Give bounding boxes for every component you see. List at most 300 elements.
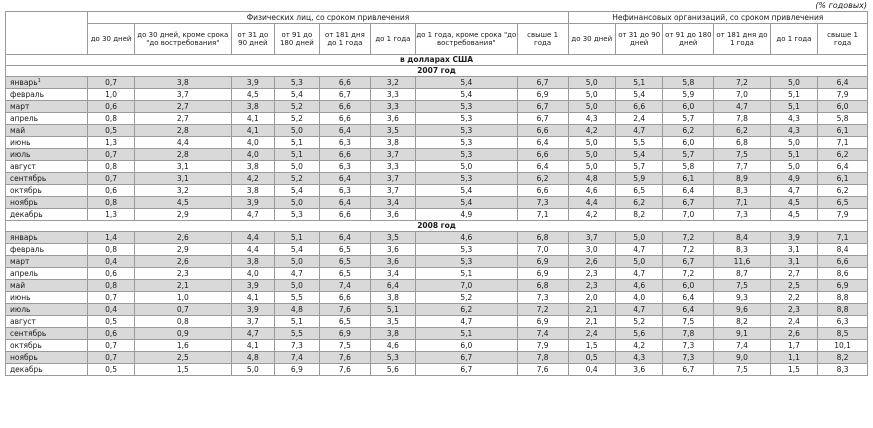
rate-cell: 8,5 [818,328,868,340]
rate-cell: 3,3 [370,89,415,101]
rate-cell: 6,4 [663,185,714,197]
rate-cell: 1,0 [88,89,134,101]
rate-cell: 6,4 [517,137,568,149]
rate-cell: 0,9 [134,328,231,340]
rate-cell: 5,2 [274,113,319,125]
rate-cell: 4,6 [415,232,517,244]
rate-cell: 5,0 [274,197,319,209]
rate-cell: 3,1 [134,173,231,185]
rate-cell: 0,7 [88,292,134,304]
rate-cell: 2,5 [134,352,231,364]
table-row [6,364,868,376]
rate-cell: 2,3 [770,304,817,316]
column-header: до 30 дней [568,24,615,55]
table-row [6,149,868,161]
rate-cell: 11,6 [714,256,770,268]
rate-cell: 4,4 [231,232,274,244]
table-row [6,244,868,256]
month-label: ноябрь [10,352,38,362]
rate-cell: 5,7 [663,113,714,125]
rate-cell: 5,7 [615,161,662,173]
rate-cell: 5,1 [615,77,662,89]
rate-cell: 6,4 [663,304,714,316]
rate-cell: 6,2 [818,185,868,197]
rate-cell: 3,3 [370,161,415,173]
rate-cell: 4,7 [415,316,517,328]
month-cell [6,328,88,340]
rate-cell: 5,0 [568,137,615,149]
month-cell [6,209,88,221]
rate-cell: 7,2 [517,304,568,316]
rate-cell: 6,3 [319,161,370,173]
rate-cell: 4,2 [568,125,615,137]
rate-cell: 0,6 [88,268,134,280]
rate-cell: 1,5 [770,364,817,376]
rate-cell: 6,9 [274,364,319,376]
table-row [6,125,868,137]
rate-cell: 3,0 [568,244,615,256]
rate-cell: 2,2 [770,292,817,304]
rate-cell: 6,7 [319,89,370,101]
rate-cell: 6,7 [663,364,714,376]
rate-cell: 5,6 [615,328,662,340]
rate-cell: 2,9 [134,209,231,221]
column-header: до 1 года, кроме срока "до востребования" [415,24,517,55]
orgs-group-header: Нефинансовых организаций, со сроком привлечения [568,12,867,24]
rate-cell: 5,3 [370,352,415,364]
rate-cell: 6,6 [517,185,568,197]
column-header: свыше 1 года [818,24,868,55]
rate-cell: 5,0 [231,364,274,376]
month-label: октябрь [10,185,42,195]
rate-cell: 2,6 [568,256,615,268]
rate-cell: 3,6 [370,256,415,268]
rate-cell: 3,9 [231,77,274,89]
rate-cell: 2,4 [615,113,662,125]
rate-cell: 6,2 [415,304,517,316]
month-cell [6,268,88,280]
rate-cell: 4,1 [231,113,274,125]
rate-cell: 6,2 [517,173,568,185]
rate-cell: 3,8 [370,292,415,304]
rate-cell: 2,8 [134,149,231,161]
rate-cell: 6,7 [415,364,517,376]
rate-cell: 4,8 [568,173,615,185]
rate-cell: 6,7 [517,77,568,89]
rate-cell: 5,2 [274,173,319,185]
rate-cell: 6,4 [319,232,370,244]
rate-cell: 3,6 [615,364,662,376]
month-label: июнь [10,292,31,302]
rate-cell: 5,2 [615,316,662,328]
month-cell [6,113,88,125]
rate-cell: 5,3 [415,244,517,256]
rate-cell: 7,4 [274,352,319,364]
rate-cell: 6,0 [663,280,714,292]
rate-cell: 5,1 [274,232,319,244]
rate-cell: 2,7 [134,101,231,113]
column-header: от 91 до 180 дней [274,24,319,55]
rate-cell: 4,7 [231,328,274,340]
rate-cell: 6,8 [714,137,770,149]
rate-cell: 8,2 [615,209,662,221]
month-cell [6,89,88,101]
rate-cell: 3,8 [231,256,274,268]
rate-cell: 3,5 [370,316,415,328]
rate-cell: 7,4 [714,340,770,352]
rate-cell: 6,8 [517,232,568,244]
rate-cell: 6,9 [517,268,568,280]
column-header: от 31 до 90 дней [615,24,662,55]
rate-cell: 9,1 [714,328,770,340]
column-header: от 31 до 90 дней [231,24,274,55]
rate-cell: 7,3 [517,292,568,304]
rate-cell: 6,2 [615,197,662,209]
table-row [6,113,868,125]
deposit-rates-table [5,11,868,376]
rate-cell: 7,3 [274,340,319,352]
month-label: апрель [10,268,39,278]
rate-cell: 5,0 [615,256,662,268]
rate-cell: 5,4 [274,185,319,197]
rate-cell: 7,4 [319,280,370,292]
rate-cell: 6,6 [319,77,370,89]
rate-cell: 7,2 [663,268,714,280]
column-header: от 181 дня до 1 года [319,24,370,55]
rate-cell: 3,9 [231,304,274,316]
units-note: (% годовых) [815,1,867,10]
month-label: август [10,161,36,171]
rate-cell: 3,6 [370,113,415,125]
rate-cell: 6,8 [517,280,568,292]
rate-cell: 5,1 [415,268,517,280]
rate-cell: 6,0 [663,137,714,149]
rate-cell: 5,3 [274,77,319,89]
rate-cell: 3,5 [370,125,415,137]
rate-cell: 4,2 [231,173,274,185]
rate-cell: 2,4 [568,328,615,340]
month-cell [6,149,88,161]
rate-cell: 7,3 [663,340,714,352]
rate-cell: 6,3 [319,137,370,149]
table-row [6,89,868,101]
rate-cell: 6,5 [319,256,370,268]
rate-cell: 7,6 [319,304,370,316]
rate-cell: 2,3 [568,268,615,280]
month-cell [6,292,88,304]
rate-cell: 2,5 [770,280,817,292]
rate-cell: 6,2 [663,125,714,137]
rate-cell: 5,1 [770,101,817,113]
rate-cell: 5,5 [274,292,319,304]
rate-cell: 6,9 [517,256,568,268]
month-label: сентябрь [10,173,47,183]
rate-cell: 4,2 [615,340,662,352]
rate-cell: 7,2 [714,77,770,89]
rate-cell: 0,5 [88,364,134,376]
currency-section-header: в долларах США [6,55,868,66]
rate-cell: 6,2 [714,125,770,137]
rate-cell: 6,5 [818,197,868,209]
rate-cell: 8,4 [714,232,770,244]
rate-cell: 0,7 [88,352,134,364]
rate-cell: 6,6 [319,113,370,125]
month-label: февраль [10,244,45,254]
rate-cell: 1,3 [88,209,134,221]
rate-cell: 5,3 [415,125,517,137]
rate-cell: 4,1 [231,292,274,304]
rate-cell: 5,0 [568,101,615,113]
rate-cell: 5,3 [274,209,319,221]
rate-cell: 1,3 [88,137,134,149]
rate-cell: 0,5 [88,125,134,137]
rate-cell: 0,4 [88,304,134,316]
rate-cell: 4,4 [134,137,231,149]
table-row [6,328,868,340]
rate-cell: 6,4 [517,161,568,173]
rate-cell: 3,8 [231,161,274,173]
rate-cell: 5,4 [274,244,319,256]
rate-cell: 9,0 [714,352,770,364]
rate-cell: 5,1 [770,149,817,161]
month-cell [6,364,88,376]
month-cell [6,232,88,244]
rate-cell: 5,0 [274,280,319,292]
rate-cell: 4,5 [770,197,817,209]
rate-cell: 6,6 [517,149,568,161]
rate-cell: 7,1 [517,209,568,221]
month-cell [6,101,88,113]
rate-cell: 3,8 [231,101,274,113]
rate-cell: 6,5 [319,268,370,280]
rate-cell: 7,6 [517,364,568,376]
rate-cell: 4,1 [231,340,274,352]
rate-cell: 5,3 [415,137,517,149]
rate-cell: 6,2 [818,149,868,161]
rate-cell: 8,4 [818,244,868,256]
month-cell [6,137,88,149]
rate-cell: 4,8 [231,352,274,364]
rate-cell: 2,3 [568,280,615,292]
rate-cell: 6,4 [319,125,370,137]
rate-cell: 2,1 [568,316,615,328]
rate-cell: 6,0 [415,340,517,352]
rate-cell: 6,5 [615,185,662,197]
table-row [6,77,868,89]
rate-cell: 6,5 [319,316,370,328]
rate-cell: 3,1 [770,256,817,268]
rate-cell: 8,9 [714,173,770,185]
rate-cell: 5,1 [370,304,415,316]
column-header: до 30 дней, кроме срока "до востребования" [134,24,231,55]
rate-cell: 4,6 [370,340,415,352]
rate-cell: 7,5 [714,280,770,292]
rate-cell: 2,7 [134,113,231,125]
rate-cell: 2,3 [134,268,231,280]
rate-cell: 6,6 [818,256,868,268]
month-label: декабрь [10,209,43,219]
rate-cell: 6,1 [818,173,868,185]
rate-cell: 8,3 [714,185,770,197]
rate-cell: 4,9 [415,209,517,221]
rate-cell: 3,7 [370,149,415,161]
rate-cell: 1,5 [568,340,615,352]
rate-cell: 0,7 [88,149,134,161]
rate-cell: 6,9 [517,316,568,328]
rate-cell: 4,7 [615,304,662,316]
month-label: январь [10,232,38,242]
table-row [6,173,868,185]
month-cell [6,352,88,364]
rate-cell: 4,7 [615,268,662,280]
month-label: январь [10,77,38,87]
rate-cell: 0,6 [88,328,134,340]
rate-cell: 7,1 [818,137,868,149]
month-label: июнь [10,137,31,147]
month-label: апрель [10,113,39,123]
table-row [6,280,868,292]
rate-cell: 3,6 [370,209,415,221]
table-row [6,268,868,280]
table-row [6,197,868,209]
rate-cell: 8,2 [818,352,868,364]
month-cell [6,161,88,173]
rate-cell: 4,5 [231,89,274,101]
month-cell [6,256,88,268]
rate-cell: 5,2 [415,292,517,304]
rate-cell: 3,3 [370,101,415,113]
rate-cell: 3,6 [370,244,415,256]
rate-cell: 3,8 [231,185,274,197]
rate-cell: 5,2 [274,101,319,113]
table-row [6,316,868,328]
rate-cell: 4,0 [231,149,274,161]
rate-cell: 7,8 [714,113,770,125]
rate-cell: 3,7 [370,185,415,197]
rate-cell: 4,4 [568,197,615,209]
rate-cell: 0,7 [88,77,134,89]
rate-cell: 0,8 [88,280,134,292]
rate-cell: 6,9 [818,280,868,292]
rate-cell: 4,6 [568,185,615,197]
rate-cell: 8,8 [818,304,868,316]
rate-cell: 7,4 [517,328,568,340]
rate-cell: 4,0 [231,137,274,149]
table-row [6,161,868,173]
rate-cell: 7,3 [714,209,770,221]
rate-cell: 5,8 [818,113,868,125]
month-label: август [10,316,36,326]
rate-cell: 3,8 [370,137,415,149]
rate-cell: 4,7 [231,209,274,221]
month-label: сентябрь [10,328,47,338]
month-label: ноябрь [10,197,38,207]
rate-cell: 6,4 [663,292,714,304]
rate-cell: 4,7 [615,125,662,137]
rate-cell: 4,9 [770,173,817,185]
rate-cell: 3,8 [134,77,231,89]
rate-cell: 6,9 [319,328,370,340]
rate-cell: 4,7 [714,101,770,113]
rate-cell: 6,6 [319,101,370,113]
rate-cell: 7,5 [319,340,370,352]
rate-cell: 3,5 [370,232,415,244]
rate-cell: 0,8 [134,316,231,328]
table-row [6,185,868,197]
rate-cell: 9,3 [714,292,770,304]
rate-cell: 2,6 [134,256,231,268]
rate-cell: 0,5 [568,352,615,364]
column-header: свыше 1 года [517,24,568,55]
rate-cell: 6,1 [818,125,868,137]
month-cell [6,340,88,352]
rate-cell: 5,3 [415,113,517,125]
rate-cell: 0,7 [88,340,134,352]
rate-cell: 0,8 [88,161,134,173]
rate-cell: 5,0 [568,77,615,89]
rate-cell: 2,0 [568,292,615,304]
rate-cell: 7,5 [714,364,770,376]
rate-cell: 0,5 [88,316,134,328]
rate-cell: 5,3 [415,256,517,268]
rate-cell: 3,7 [568,232,615,244]
rate-cell: 3,9 [231,197,274,209]
rate-cell: 0,6 [88,101,134,113]
rate-cell: 5,1 [274,316,319,328]
rate-cell: 7,9 [818,89,868,101]
month-label: март [10,256,30,266]
rate-cell: 3,1 [770,244,817,256]
rate-cell: 7,7 [714,161,770,173]
column-header: до 30 дней [88,24,134,55]
month-cell [6,185,88,197]
rate-cell: 7,9 [818,209,868,221]
rate-cell: 4,4 [231,244,274,256]
rate-cell: 5,3 [415,149,517,161]
rate-cell: 7,9 [517,340,568,352]
rate-cell: 7,6 [319,352,370,364]
rate-cell: 4,6 [615,280,662,292]
rate-cell: 0,7 [88,173,134,185]
rate-cell: 2,1 [134,280,231,292]
rate-cell: 3,8 [370,328,415,340]
rate-cell: 5,1 [274,149,319,161]
month-cell [6,197,88,209]
rate-cell: 6,4 [818,161,868,173]
rate-cell: 4,3 [770,125,817,137]
rate-cell: 7,5 [663,316,714,328]
rate-cell: 6,0 [818,101,868,113]
rate-cell: 3,4 [370,197,415,209]
rate-cell: 6,0 [663,101,714,113]
rate-cell: 7,8 [517,352,568,364]
rate-cell: 7,3 [663,352,714,364]
rate-cell: 3,4 [370,268,415,280]
rate-cell: 8,3 [714,244,770,256]
rate-cell: 4,3 [568,113,615,125]
rate-cell: 0,8 [88,197,134,209]
rate-cell: 6,7 [663,197,714,209]
rate-cell: 0,8 [88,113,134,125]
rate-cell: 5,0 [274,256,319,268]
rate-cell: 5,0 [770,161,817,173]
rate-cell: 3,2 [370,77,415,89]
rate-cell: 5,6 [370,364,415,376]
rate-cell: 2,7 [770,268,817,280]
rate-cell: 7,2 [663,244,714,256]
rate-cell: 3,1 [134,161,231,173]
rate-cell: 6,6 [319,292,370,304]
